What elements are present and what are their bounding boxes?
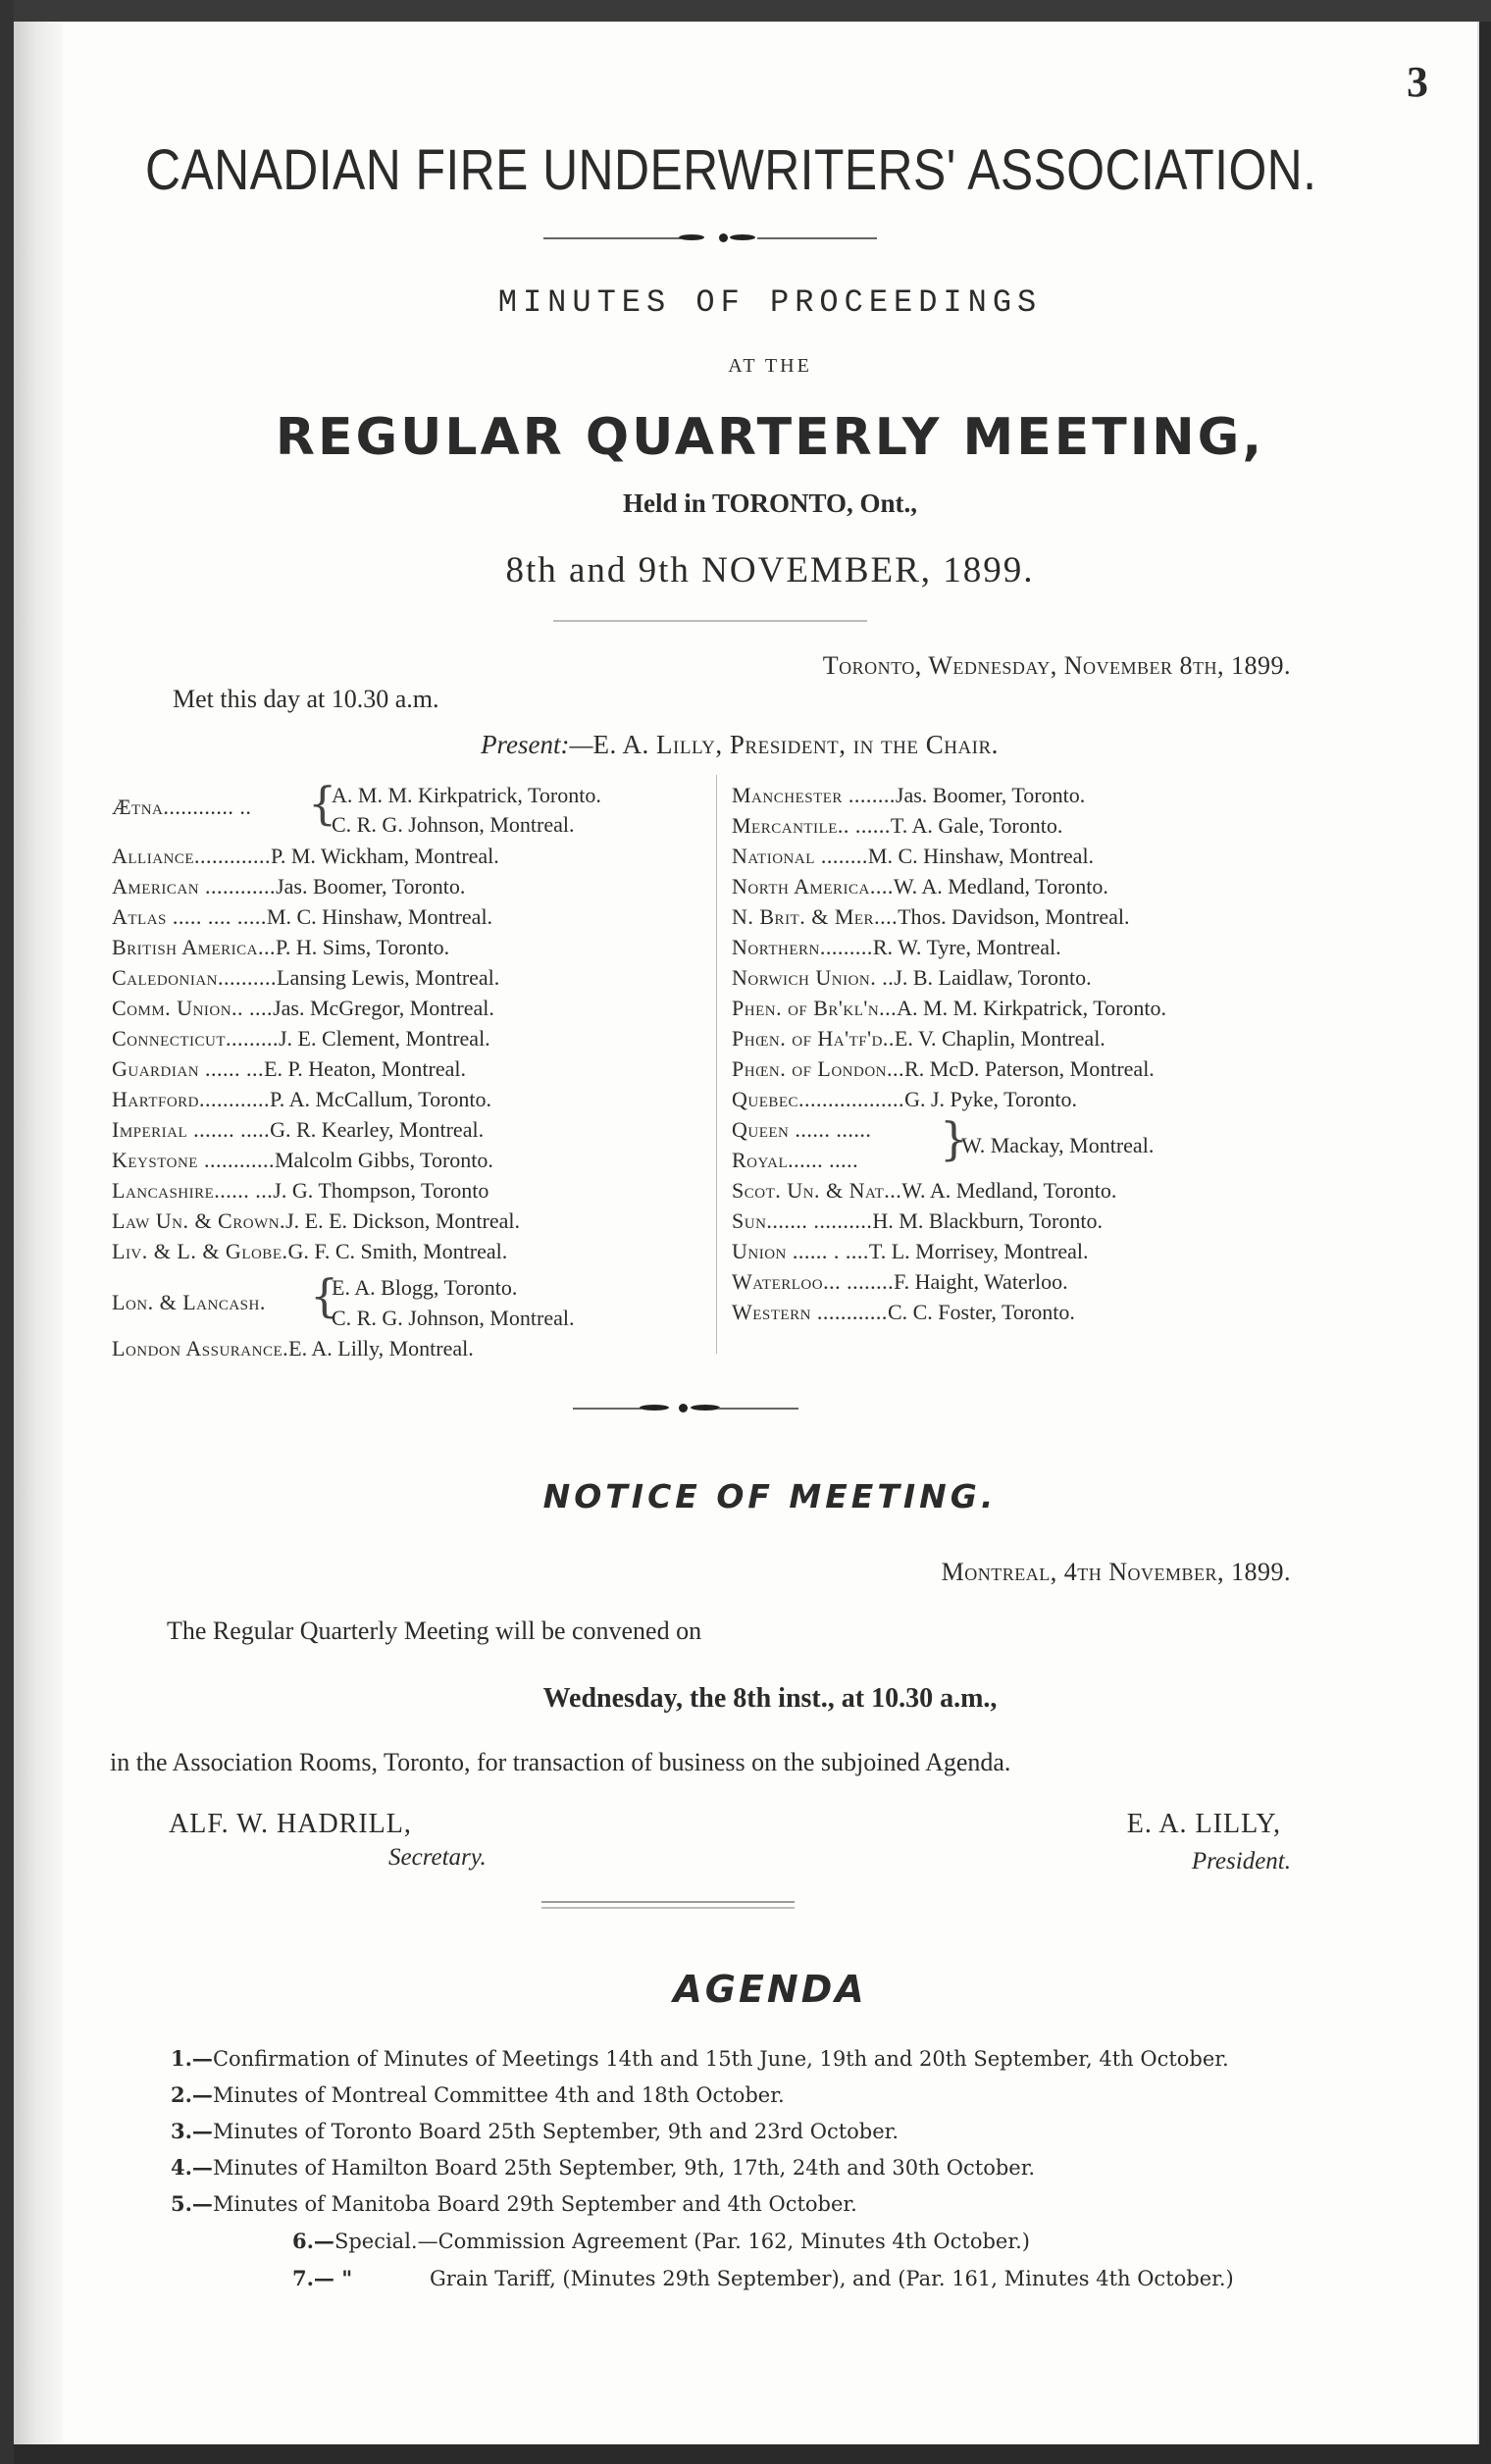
member-row — [732, 904, 1130, 930]
member-row — [732, 1178, 1116, 1204]
notice-dateline: Montreal, 4th November, 1899. — [941, 1558, 1291, 1586]
brace-mark: { — [310, 1269, 339, 1322]
agenda-text: Special.—Commission Agreement (Par. 162, Minutes 4th October.) — [334, 2230, 1030, 2253]
meeting-dates: 8th and 9th NOVEMBER, 1899. — [505, 550, 1035, 590]
agenda-item — [171, 2046, 1229, 2071]
member-company: British America... — [112, 935, 277, 959]
member-company: Alliance............. — [112, 844, 272, 868]
agenda-number: 1.— — [171, 2046, 213, 2071]
member-row — [732, 1269, 1068, 1295]
member-row — [112, 1148, 493, 1173]
member-row — [112, 965, 499, 991]
member-company: Scot. Un. & Nat... — [732, 1178, 902, 1203]
divider-rule — [541, 1901, 795, 1903]
secretary-title: Secretary. — [388, 1844, 487, 1871]
member-rep: R. W. Tyre, Montreal. — [872, 935, 1061, 959]
member-row — [732, 1208, 1103, 1234]
member-company: Connecticut......... — [112, 1026, 279, 1051]
member-company: Mercantile.. ...... — [732, 813, 891, 838]
member-company: Union ...... . .... — [732, 1239, 869, 1263]
member-rep: P. M. Wickham, Montreal. — [271, 844, 499, 868]
page-number: 3 — [1407, 58, 1428, 106]
member-rep: Jas. McGregor, Montreal. — [273, 996, 494, 1020]
member-rep: J. E. Clement, Montreal. — [279, 1026, 490, 1051]
member-rep: W. A. Medland, Toronto. — [901, 1178, 1117, 1203]
member-rep: E. A. Lilly, Montreal. — [288, 1336, 474, 1360]
member-rep: Malcolm Gibbs, Toronto. — [274, 1148, 493, 1172]
member-rep: W. Mackay, Montreal. — [961, 1133, 1155, 1157]
scan-border-left — [0, 0, 14, 2464]
member-rep: C. R. G. Johnson, Montreal. — [332, 812, 575, 837]
document-page — [14, 22, 1479, 2444]
member-row — [732, 1117, 871, 1143]
member-row — [732, 783, 1085, 808]
member-company: Waterloo... ........ — [732, 1269, 895, 1294]
dateline: Toronto, Wednesday, November 8th, 1899. — [822, 651, 1291, 680]
member-row — [732, 1300, 1075, 1325]
member-company: National ........ — [732, 844, 868, 868]
divider-rule — [541, 1907, 795, 1909]
member-company: Law Un. & Crown. — [112, 1208, 286, 1233]
agenda-number: 3.— — [171, 2119, 213, 2143]
column-divider — [716, 775, 717, 1354]
member-rep: A. M. M. Kirkpatrick, Toronto. — [332, 783, 601, 807]
member-row — [732, 1239, 1089, 1264]
agenda-text: Minutes of Toronto Board 25th September, 9th and 23rd October. — [212, 2120, 900, 2143]
member-company: Phœn. of London... — [732, 1056, 905, 1081]
member-company: N. Brit. & Mer.... — [732, 904, 899, 929]
agenda-title: AGENDA — [673, 1968, 867, 2011]
member-rep: J. E. E. Dickson, Montreal. — [285, 1208, 520, 1233]
agenda-item — [292, 2229, 1030, 2253]
member-rep: F. Haight, Waterloo. — [894, 1269, 1068, 1294]
agenda-item — [292, 2266, 1234, 2290]
secretary-name: ALF. W. HADRILL, — [169, 1809, 412, 1839]
member-company: Manchester ........ — [732, 783, 896, 807]
notice-title: NOTICE OF MEETING. — [542, 1477, 998, 1515]
member-rep: Thos. Davidson, Montreal. — [898, 904, 1130, 929]
member-company: Northern......... — [732, 935, 873, 959]
member-rep: A. M. M. Kirkpatrick, Toronto. — [897, 996, 1167, 1020]
member-rep: R. McD. Paterson, Montreal. — [904, 1056, 1155, 1081]
member-rep: P. A. McCallum, Toronto. — [270, 1087, 492, 1111]
member-row — [112, 1026, 490, 1052]
member-rep: J. B. Laidlaw, Toronto. — [894, 965, 1092, 990]
member-row — [112, 935, 449, 960]
agenda-number: 5.— — [171, 2191, 213, 2216]
member-company: Ætna............ .. — [112, 795, 252, 819]
member-rep: G. J. Pyke, Toronto. — [904, 1087, 1077, 1111]
member-row — [112, 1239, 507, 1264]
agenda-text: Grain Tariff, (Minutes 29th September), and (Par. 161, Minutes 4th October.) — [430, 2267, 1234, 2290]
member-rep: M. C. Hinshaw, Montreal. — [867, 844, 1095, 868]
ornament-divider — [543, 230, 877, 245]
member-row — [112, 996, 494, 1021]
present-text: E. A. Lilly, President, in the Chair. — [592, 730, 999, 759]
member-row — [732, 935, 1061, 960]
member-row — [732, 1148, 858, 1173]
notice-line-1: The Regular Quarterly Meeting will be convened on — [167, 1617, 702, 1645]
member-row — [732, 1087, 1077, 1112]
agenda-number: 6.— — [292, 2229, 334, 2253]
member-rep: E. A. Blogg, Toronto. — [332, 1275, 518, 1300]
member-row — [732, 844, 1094, 869]
member-row — [732, 813, 1062, 839]
member-rep: E. V. Chaplin, Montreal. — [894, 1026, 1105, 1051]
member-row — [112, 904, 492, 930]
member-row — [112, 874, 465, 899]
agenda-number: 2.— — [171, 2082, 213, 2107]
member-rep: E. P. Heaton, Montreal. — [264, 1056, 466, 1081]
member-row — [112, 844, 499, 869]
agenda-text: Confirmation of Minutes of Meetings 14th and 15th June, 19th and 20th September, 4th October. — [212, 2047, 1229, 2071]
member-row — [112, 795, 251, 820]
member-rep: J. G. Thompson, Toronto — [273, 1178, 489, 1203]
member-company: Western ............ — [732, 1300, 888, 1324]
member-row — [732, 996, 1166, 1021]
page-gutter — [14, 22, 63, 2444]
member-rep: C. R. G. Johnson, Montreal. — [332, 1306, 575, 1330]
meeting-title: REGULAR QUARTERLY MEETING, — [275, 408, 1265, 467]
member-company: Lancashire...... ... — [112, 1178, 274, 1203]
member-row — [112, 1178, 488, 1204]
brace-mark: { — [940, 1112, 969, 1165]
president-name: E. A. LILLY, — [1126, 1809, 1281, 1839]
member-rep: M. C. Hinshaw, Montreal. — [266, 904, 493, 929]
member-company: Phen. of Br'kl'n... — [732, 996, 898, 1020]
member-row — [732, 874, 1108, 899]
ornament-divider — [573, 1401, 798, 1414]
member-company: Quebec.................. — [732, 1087, 905, 1111]
agenda-number: 7.— " — [292, 2266, 353, 2290]
agenda-item — [171, 2082, 785, 2107]
present-label: Present:— — [481, 730, 593, 759]
member-rep: Jas. Boomer, Toronto. — [895, 783, 1086, 807]
agenda-item — [171, 2155, 1035, 2180]
scan-border-top — [0, 0, 1491, 22]
member-company: American ............ — [112, 874, 277, 898]
at-the-label: AT THE — [728, 355, 812, 377]
member-company: Royal...... ..... — [732, 1148, 859, 1172]
brace-mark: { — [308, 777, 337, 830]
member-row — [112, 1117, 484, 1143]
agenda-text: Minutes of Manitoba Board 29th September and 4th October. — [212, 2192, 857, 2216]
member-row — [112, 1208, 520, 1234]
divider-rule — [553, 620, 867, 622]
member-company: London Assurance. — [112, 1336, 289, 1360]
member-rep: H. M. Blackburn, Toronto. — [872, 1208, 1103, 1233]
held-location: Held in TORONTO, Ont., — [622, 488, 918, 518]
member-rep: G. R. Kearley, Montreal. — [270, 1117, 485, 1142]
member-row — [112, 1336, 474, 1361]
member-company: Guardian ...... ... — [112, 1056, 265, 1081]
member-row — [732, 965, 1092, 991]
member-rep: P. H. Sims, Toronto. — [276, 935, 450, 959]
member-rep: C. C. Foster, Toronto. — [887, 1300, 1075, 1324]
member-rep: T. L. Morrisey, Montreal. — [868, 1239, 1089, 1263]
member-row — [732, 1056, 1155, 1082]
member-row — [732, 1026, 1105, 1052]
member-company: Hartford............ — [112, 1087, 270, 1111]
met-time: Met this day at 10.30 a.m. — [173, 685, 439, 713]
agenda-number: 4.— — [171, 2155, 213, 2180]
agenda-text: Minutes of Hamilton Board 25th September, 9th, 17th, 24th and 30th October. — [212, 2156, 1036, 2180]
member-company: Caledonian.......... — [112, 965, 277, 990]
member-row — [112, 1056, 466, 1082]
member-company: Imperial ....... ..... — [112, 1117, 271, 1142]
member-rep: W. A. Medland, Toronto. — [893, 874, 1108, 898]
member-company: Keystone ............ — [112, 1148, 275, 1172]
notice-line-3: in the Association Rooms, Toronto, for transaction of business on the subjoined Agenda. — [110, 1748, 1011, 1776]
member-company: Comm. Union.. .... — [112, 996, 274, 1020]
member-company: Liv. & L. & Globe. — [112, 1239, 288, 1263]
member-company: North America.... — [732, 874, 894, 898]
president-title: President. — [1191, 1848, 1291, 1874]
member-rep: G. F. C. Smith, Montreal. — [287, 1239, 508, 1263]
member-company: Atlas ..... .... ..... — [112, 904, 267, 929]
agenda-item — [171, 2119, 899, 2143]
member-company: Queen ...... ...... — [732, 1117, 872, 1142]
member-rep: Jas. Boomer, Toronto. — [276, 874, 466, 898]
member-company: Sun....... .......... — [732, 1208, 873, 1233]
member-company: Phœn. of Ha'tf'd.. — [732, 1026, 895, 1051]
member-rep: T. A. Gale, Toronto. — [890, 813, 1063, 838]
agenda-text: Minutes of Montreal Committee 4th and 18th October. — [212, 2083, 785, 2107]
present-line — [63, 730, 1416, 760]
notice-line-2: Wednesday, the 8th inst., at 10.30 a.m., — [542, 1683, 998, 1714]
member-company: Norwich Union. .. — [732, 965, 895, 990]
member-row — [112, 1290, 266, 1315]
member-company: Lon. & Lancash. — [112, 1290, 266, 1314]
member-rep: Lansing Lewis, Montreal. — [277, 965, 500, 990]
subtitle: MINUTES OF PROCEEDINGS — [497, 284, 1043, 321]
agenda-item — [171, 2191, 857, 2216]
association-title: CANADIAN FIRE UNDERWRITERS' ASSOCIATION. — [145, 138, 1317, 202]
member-row — [112, 1087, 491, 1112]
